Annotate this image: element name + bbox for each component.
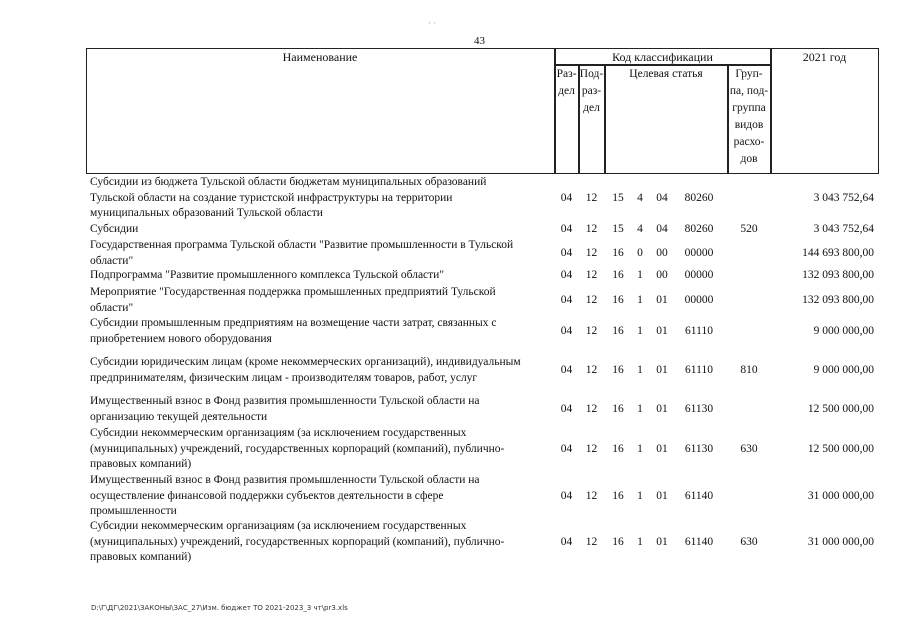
code-cell-t4: 61140 bbox=[684, 489, 714, 502]
row-name bbox=[90, 175, 552, 222]
header-podrazdel-line: раз- bbox=[581, 85, 602, 97]
code-cell-r: 04 bbox=[560, 402, 573, 415]
table-row bbox=[86, 426, 878, 473]
row-name-line: правовых компаний) bbox=[90, 458, 192, 470]
row-name-line: Субсидии промышленным предприятиям на возмещение части затрат, связанных с bbox=[90, 317, 497, 329]
table-row bbox=[86, 473, 878, 519]
amount-cell: 9 000 000,00 bbox=[813, 363, 874, 376]
code-cell-t1: 16 bbox=[612, 363, 624, 376]
code-cell-t1: 15 bbox=[612, 191, 624, 204]
code-cell-p: 12 bbox=[585, 293, 598, 306]
code-cell-t4: 61130 bbox=[684, 442, 714, 455]
row-name bbox=[90, 285, 552, 316]
table-row bbox=[86, 394, 878, 426]
code-cell-r: 04 bbox=[560, 246, 573, 259]
code-cell-t2: 1 bbox=[637, 269, 643, 281]
file-path: D:\Г\ДГ\2021\ЗАКОНЫ\ЗАС_27\Изм. бюджет ТО 2021-2023_3 чт\pr3.xls bbox=[91, 604, 348, 612]
header-group-line: дов bbox=[740, 153, 758, 165]
code-cell-t3: 01 bbox=[656, 535, 668, 548]
code-cell-t2: 4 bbox=[637, 191, 643, 204]
row-name-line: Субсидии некоммерческим организациям (за исключением государственных bbox=[90, 427, 467, 439]
code-cell-t4: 00000 bbox=[684, 269, 714, 281]
row-name-line: муниципальных образований Тульской области bbox=[90, 207, 323, 219]
header-podrazdel-line: Под- bbox=[579, 68, 604, 80]
code-cell-t4: 61130 bbox=[684, 402, 714, 415]
code-cell-p: 12 bbox=[585, 535, 598, 548]
code-cell-t1: 16 bbox=[612, 442, 624, 455]
code-cell-r: 04 bbox=[560, 442, 573, 455]
code-cell-r: 04 bbox=[560, 363, 573, 376]
code-cell-t2: 1 bbox=[637, 442, 643, 455]
code-cell-t4: 80260 bbox=[684, 223, 714, 235]
code-cell-g: 630 bbox=[740, 442, 758, 455]
code-cell-t3: 01 bbox=[656, 324, 668, 337]
row-name bbox=[90, 519, 552, 566]
row-name bbox=[90, 394, 552, 425]
code-cell-r: 04 bbox=[560, 535, 573, 548]
row-name bbox=[90, 355, 552, 386]
amount-cell: 144 693 800,00 bbox=[802, 246, 874, 259]
row-name-line: Субсидии из бюджета Тульской области бюджетам муниципальных образований bbox=[90, 176, 487, 188]
row-name-line: (муниципальных) учреждений, государственных корпораций (компаний), публично- bbox=[90, 442, 505, 455]
code-cell-t4: 00000 bbox=[684, 293, 714, 306]
code-cell-t1: 16 bbox=[612, 489, 624, 502]
row-name-line: организацию текущей деятельности bbox=[90, 410, 268, 423]
code-cell-p: 12 bbox=[585, 324, 598, 337]
page-number: 43 bbox=[474, 35, 485, 47]
header-podrazdel-line: дел bbox=[583, 102, 600, 114]
code-cell-t2: 1 bbox=[637, 324, 643, 337]
header-name: Наименование bbox=[282, 50, 358, 64]
code-cell-t1: 15 bbox=[612, 223, 624, 235]
code-cell-t3: 00 bbox=[656, 246, 668, 259]
code-cell-t3: 00 bbox=[656, 269, 668, 281]
header-group-line: па, под- bbox=[729, 85, 769, 97]
code-cell-t2: 1 bbox=[637, 535, 643, 548]
amount-cell: 3 043 752,64 bbox=[813, 223, 874, 235]
table-row bbox=[86, 175, 878, 222]
code-cell-g: 810 bbox=[740, 363, 758, 376]
row-name-line: предпринимателям, физическим лицам - производителям товаров, работ, услуг bbox=[90, 371, 478, 384]
code-cell-t3: 01 bbox=[656, 489, 668, 502]
code-cell-r: 04 bbox=[560, 293, 573, 306]
code-cell-t3: 01 bbox=[656, 442, 668, 455]
code-cell-t2: 1 bbox=[637, 489, 643, 502]
header-year: 2021 год bbox=[802, 50, 847, 64]
code-cell-t4: 61140 bbox=[684, 535, 714, 548]
code-cell-t2: 1 bbox=[637, 293, 643, 306]
table-row bbox=[86, 268, 878, 284]
amount-cell: 31 000 000,00 bbox=[807, 489, 874, 502]
table-row bbox=[86, 355, 878, 393]
header-razdel-line: Раз- bbox=[556, 68, 577, 80]
code-cell-t3: 04 bbox=[656, 223, 668, 235]
row-name-line: осуществление финансовой поддержки субъектов деятельности в сфере bbox=[90, 489, 444, 502]
code-cell-t1: 16 bbox=[612, 402, 624, 415]
code-cell-t1: 16 bbox=[612, 535, 624, 548]
row-name-line: Мероприятие "Государственная поддержка промышленных предприятий Тульской bbox=[90, 286, 496, 298]
code-cell-t1: 16 bbox=[612, 246, 624, 259]
row-name bbox=[90, 316, 552, 347]
code-cell-p: 12 bbox=[585, 442, 598, 455]
header-podrazdel bbox=[579, 66, 604, 117]
amount-cell: 12 500 000,00 bbox=[807, 442, 874, 455]
code-cell-r: 04 bbox=[560, 223, 573, 235]
code-cell-p: 12 bbox=[585, 191, 598, 204]
code-cell-t1: 16 bbox=[612, 269, 624, 281]
row-name-line: Имущественный взнос в Фонд развития промышленности Тульской области на bbox=[90, 474, 480, 486]
header-group-line: группа bbox=[732, 102, 766, 114]
amount-cell: 31 000 000,00 bbox=[807, 535, 874, 548]
header-razdel-line: дел bbox=[558, 85, 575, 97]
code-cell-r: 04 bbox=[560, 269, 573, 281]
code-cell-p: 12 bbox=[585, 489, 598, 502]
code-cell-t3: 01 bbox=[656, 402, 668, 415]
table-row bbox=[86, 222, 878, 238]
row-name-line: области" bbox=[90, 301, 134, 314]
code-cell-p: 12 bbox=[585, 363, 598, 376]
row-name-line: Государственная программа Тульской области "Развитие промышленности в Тульской bbox=[90, 239, 514, 251]
code-cell-r: 04 bbox=[560, 489, 573, 502]
code-cell-t3: 01 bbox=[656, 293, 668, 306]
code-cell-p: 12 bbox=[585, 246, 598, 259]
code-cell-g: 520 bbox=[740, 223, 758, 235]
amount-cell: 12 500 000,00 bbox=[807, 402, 874, 415]
header-group-line: видов bbox=[734, 119, 764, 131]
code-cell-t2: 1 bbox=[637, 402, 643, 415]
row-name-line: правовых компаний) bbox=[90, 551, 192, 563]
code-cell-t3: 01 bbox=[656, 363, 668, 376]
scan-dots: · · bbox=[428, 18, 437, 28]
row-name bbox=[90, 473, 552, 520]
table-row bbox=[86, 316, 878, 354]
code-cell-r: 04 bbox=[560, 191, 573, 204]
row-name-line: приобретением нового оборудования bbox=[90, 332, 272, 345]
row-name-line: (муниципальных) учреждений, государственных корпораций (компаний), публично- bbox=[90, 535, 505, 548]
header-target: Целевая статья bbox=[629, 68, 703, 80]
header-razdel bbox=[555, 66, 578, 100]
code-cell-g: 630 bbox=[740, 535, 758, 548]
divider bbox=[770, 48, 772, 174]
table-row bbox=[86, 285, 878, 316]
code-cell-t1: 16 bbox=[612, 293, 624, 306]
amount-cell: 9 000 000,00 bbox=[813, 324, 874, 337]
row-name bbox=[90, 268, 552, 284]
row-name-line: Субсидии некоммерческим организациям (за исключением государственных bbox=[90, 520, 467, 532]
row-name-line: Тульской области на создание туристской инфраструктуры на территории bbox=[90, 191, 453, 204]
code-cell-t2: 0 bbox=[637, 246, 643, 259]
row-name-line: области" bbox=[90, 254, 134, 267]
row-name-line: промышленности bbox=[90, 505, 177, 517]
code-cell-p: 12 bbox=[585, 223, 598, 235]
header-code: Код классификации bbox=[612, 50, 713, 64]
amount-cell: 3 043 752,64 bbox=[813, 191, 874, 204]
code-cell-t4: 61110 bbox=[685, 363, 713, 376]
table-row bbox=[86, 519, 878, 566]
code-cell-t4: 00000 bbox=[684, 246, 714, 259]
code-cell-r: 04 bbox=[560, 324, 573, 337]
row-name-line: Подпрограмма "Развитие промышленного комплекса Тульской области" bbox=[90, 269, 445, 281]
code-cell-p: 12 bbox=[585, 269, 598, 281]
header-group-line: расхо- bbox=[733, 136, 765, 148]
code-cell-p: 12 bbox=[585, 402, 598, 415]
row-name-line: Субсидии bbox=[90, 223, 139, 235]
code-cell-t2: 4 bbox=[637, 223, 643, 235]
amount-cell: 132 093 800,00 bbox=[802, 269, 874, 281]
header-group bbox=[728, 66, 770, 168]
code-cell-t4: 80260 bbox=[684, 191, 714, 204]
amount-cell: 132 093 800,00 bbox=[802, 293, 874, 306]
code-cell-t2: 1 bbox=[637, 363, 643, 376]
row-name bbox=[90, 222, 552, 238]
row-name-line: Субсидии юридическим лицам (кроме некоммерческих организаций), индивидуальным bbox=[90, 356, 521, 368]
code-cell-t4: 61110 bbox=[685, 324, 713, 337]
row-name-line: Имущественный взнос в Фонд развития промышленности Тульской области на bbox=[90, 395, 480, 407]
row-name bbox=[90, 426, 552, 473]
row-name bbox=[90, 238, 552, 269]
table-row bbox=[86, 238, 878, 268]
code-cell-t1: 16 bbox=[612, 324, 624, 337]
header-group-line: Груп- bbox=[735, 68, 763, 80]
code-cell-t3: 04 bbox=[656, 191, 668, 204]
